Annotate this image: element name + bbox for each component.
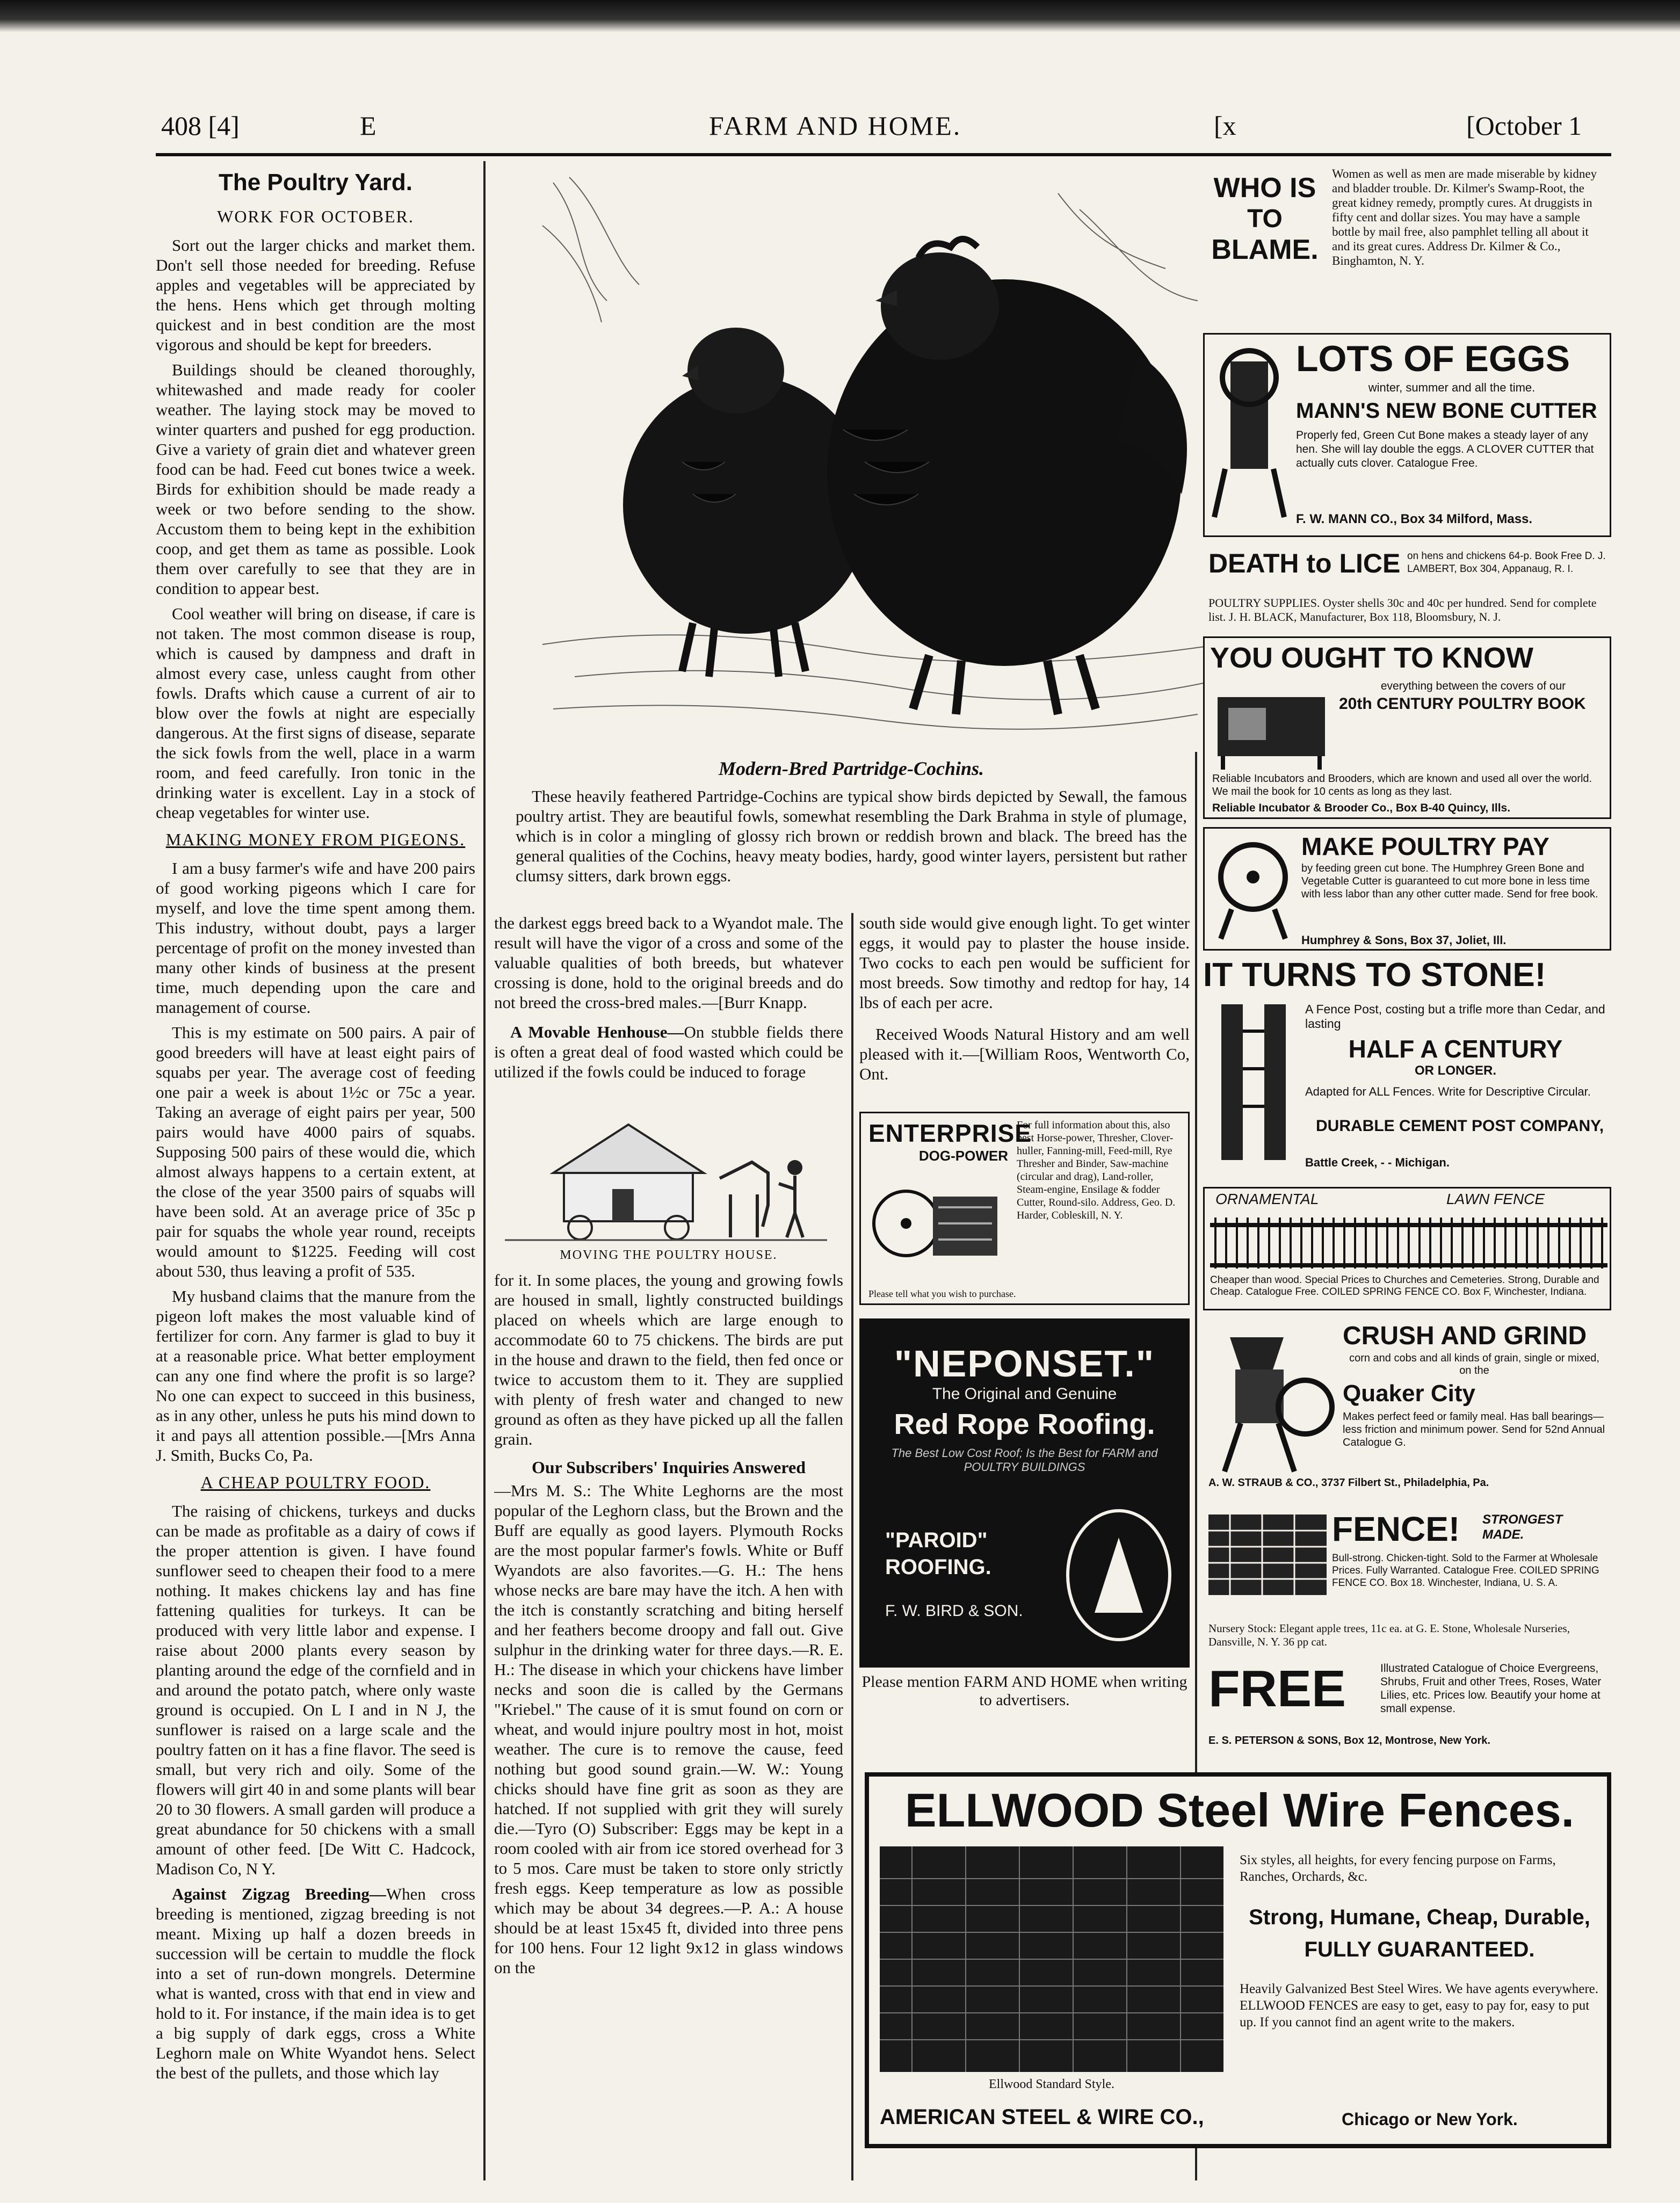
ellwood-company: AMERICAN STEEL & WIRE CO., [880,2105,1204,2129]
know-subtitle: everything between the covers of our [1380,680,1566,692]
fence-strongest: STRONGEST MADE. [1482,1512,1563,1542]
half-century: HALF A CENTURY [1348,1035,1563,1063]
middle-right-column [859,913,1190,1089]
page-header [161,110,1611,148]
page-number: 408 [4] [161,111,240,141]
ellwood-fence-ad [865,1772,1611,2148]
middle-column [494,913,843,2197]
enterprise-note: Please tell what you wish to purchase. [868,1288,1016,1299]
cross-breed-paragraph: the darkest eggs breed back to a Wyandot male. The result will have the vigor of a cross and some of the valuable qualities of both breeds, but whatever crossing is done, hold to the original breeds and do not breed the cross-bred males.—[Burr Knapp. [494,914,843,1012]
neponset-ad [859,1318,1190,1668]
fence-title: FENCE! [1332,1510,1460,1548]
mann-address: F. W. MANN CO., Box 34 Milford, Mass. [1296,512,1533,526]
zigzag-paragraph [156,1884,475,2083]
ventilation-paragraph: south side would give enough light. To get winter eggs, it would pay to plaster the house inside. Two cocks to each pen would be sufficient for most breeds. Sow timothy and redtop for hay, 14 lbs of each per acre. [859,914,1190,1012]
enterprise-text: For full information about this, also best Horse-power, Thresher, Clover-huller, Fanning-mill, Feed-mill, Rye Thresher and Binder, Saw-machine (circular and drag), Land-roller, Steam-engine, Ensilage & fodder Cutter, Round-silo. Address, Geo. D. Harder, Cobleskill, N. Y. [1017,1119,1176,1221]
to-text: TO [1247,205,1283,233]
zigzag-text: When cross breeding is mentioned, zigzag breeding is not meant. Mixing up half a dozen breeds in succession will be certain to muddle the flock into a set of run-down mongrels. Determine what is wanted, cross with that end in view and hold to it. For instance, if the main idea is to get a big supply of dark eggs, cross a White Leghorn male on White Wyandot hens. Select the best of the pullets, and those which lay [156,1885,475,2082]
ellwood-guaranteed: FULLY GUARANTEED. [1304,1938,1535,1961]
eggs-text: Properly fed, Green Cut Bone makes a steady layer of any hen. She will lay double the eggs. A CLOVER CUTTER that actually cuts clover. Catalogue Free. [1296,429,1594,469]
eggs-title: LOTS OF EGGS [1296,338,1570,379]
lawn-fence-ad [1203,1187,1611,1310]
mann-bone-cutter-ad [1203,333,1611,537]
henhouse-paragraph [494,1022,843,1082]
grinding-mill-icon [1208,1327,1337,1477]
column-divider [483,161,486,2180]
blame-text: BLAME. [1211,234,1319,265]
ellwood-text-1: Six styles, all heights, for every fencing purpose on Farms, Ranches, Orchards, &c. [1240,1853,1556,1884]
inquiries-heading: Our Subscribers' Inquiries Answered [531,1458,806,1477]
food-heading: A CHEAP POULTRY FOOD. [200,1473,431,1492]
pay-address: Humphrey & Sons, Box 37, Joliet, Ill. [1301,933,1507,947]
lice-title: DEATH to LICE [1208,548,1401,578]
header-rule [156,153,1611,156]
henhouse-illustration [494,1087,843,1248]
moving-poultry-house-drawing [494,1087,838,1248]
quaker-city-name: Quaker City [1343,1380,1475,1407]
know-title: YOU OUGHT TO KNOW [1210,642,1533,674]
coiled-spring-fence-ad [1203,1509,1611,1611]
ellwood-fence-drawing [880,1846,1223,2072]
ellwood-strong: Strong, Humane, Cheap, Durable, [1249,1905,1590,1929]
section-title: The Poultry Yard. [218,169,413,195]
free-address: E. S. PETERSON & SONS, Box 12, Montrose, New York. [1208,1735,1490,1747]
ellwood-city: Chicago or New York. [1342,2110,1518,2129]
crush-address: A. W. STRAUB & CO., 3737 Filbert St., Philadelphia, Pa. [1208,1477,1489,1489]
enterprise-subtitle: DOG-POWER [918,1148,1008,1164]
quaker-city-mill-ad [1203,1321,1611,1498]
paroid-roofing: "PAROID" ROOFING. [885,1528,991,1579]
cochins-description: These heavily feathered Partridge-Cochins are typical show birds depicted by Sewall, the famous poultry artist. They are beautiful fowls, somewhat resembling the Dark Brahma in style of plumage, which is in color a mingling of glossy rich brown or reddish brown and black. The breed has the general qualities of the Cochins, heavy meaty bodies, hardy, good winter layers, persistent but rather clumsy sitters, dark brown eggs. [516,787,1187,885]
dog-power-machine-icon [868,1164,1003,1272]
issue-date: [October 1 [1466,111,1582,141]
inquiries-paragraph: —Mrs M. S.: The White Leghorns are the most popular of the Leghorn class, but the Brown and the Buff are equally as good layers. Plymouth Rocks are the most popular farmer's fowls. White or Buff Wyandots are also favorites.—G. H.: The hens whose necks are bare may have the itch. A hen with the itch is constantly scratching and biting herself and her feathers become droopy and fall out. Give sulphur in the drinking water for three days.—R. E. H.: The disease in which your chickens have limber necks and soon die is called by the Germans "Kriebel." The cause of it is smut found on corn or wheat, and would injure poultry most in hot, moist weather. The cure is to remove the cause, feed nothing but good sound grain.—W. W.: Young chicks should have fine grit as soon as they are hatched. If not supplied with grit they will surely die.—Tyro (O) Subscriber: Eggs may be kept in a room cooled with air from ice stored overhead for 3 to 5 mos. Care must be taken to store only strictly fresh eggs. Keep temperature as low as possible which may be about 34 degrees.—P. A.: A house should be at least 15x45 ft, divided into three pens for 100 hens. Four 12 light 9x12 in glass windows on the [494,1481,843,1977]
enterprise-ad [859,1112,1190,1305]
know-book: 20th CENTURY POULTRY BOOK [1339,695,1586,713]
pigeons-paragraph: This is my estimate on 500 pairs. A pair of good breeders will have at least eight pairs of squabs per year. The average cost of feeding one pair a week is about 1½c or 75c a year. Taking an average of eight pairs per year, 500 pairs would have 4000 pairs of squabs. Supposing 500 pairs of these would die, which almost always happens to a certain extent, at the close of the year 3500 pairs of squabs will have been sold. At an average price of 35c p pair for squabs the whole year round, receipts would amount to $1225. Feeding will cost about 530, thus leaving a profit of 535. [156,1023,475,1280]
work-paragraph: Sort out the larger chicks and market them. Don't sell those needed for breeding. Refuse apples and vegetables will be appreciated by the hens. Hens which get through molting quickest and in best condition are the most vigorous and should be kept for breeders. [156,236,475,354]
header-letter: E [360,111,376,141]
masthead-title: FARM AND HOME. [709,111,962,141]
ellwood-text-2: Heavily Galvanized Best Steel Wires. We have agents everywhere. ELLWOOD FENCES are easy to get, easy to pay for, easy to put up. If you cannot find an agent write to the makers. [1240,1982,1599,2030]
ellwood-style-caption: Ellwood Standard Style. [989,2077,1114,2091]
lawn-fence-text: Cheaper than wood. Special Prices to Churches and Cemeteries. Strong, Durable and Cheap. Catalogue Free. COILED SPRING FENCE CO. Box F, Winchester, Indiana. [1210,1274,1599,1298]
ornamental-fence-drawing [1210,1212,1607,1271]
henhouse-caption: MOVING THE POULTRY HOUSE. [560,1248,778,1262]
supplies-ad: POULTRY SUPPLIES. Oyster shells 30c and 40c per hundred. Send for complete list. J. H. BLACK, Manufacturer, Box 118, Bloomsbury, N. J. [1208,596,1597,624]
henhouse-paragraph-2: for it. In some places, the young and growing fowls are housed in small, lightly constructed buildings placed on wheels which are large enough to accommodate 60 to 75 chickens. The birds are put in the house and drawn to the field, then fed once or twice to accustom them to it. They are supplied with plenty of fresh water and changed to new ground as often as they have picked up all the fallen grain. [494,1271,843,1448]
work-paragraph: Buildings should be cleaned thoroughly, whitewashed and made ready for cooler weather. The laying stock may be moved to winter quarters and pushed for egg production. Give a variety of grain diet and whatever green food can be had. Feed cut bones twice a week. Birds for exhibition should be made ready a week or two before sending to the show. Accustom them to being kept in the exhibition coop, and get them as tame as possible. Look them over carefully to see that they are in condition to appear best. [156,360,475,598]
food-paragraph: The raising of chickens, turkeys and ducks can be made as profitable as a dairy of cows if the proper attention is given. I have found sunflower seed to cheapen their food to a mere nothing. It makes chickens lay and has fine fattening qualities for turkeys. It can be produced with very little labor and expense. I raise about 2000 plants every season by planting around the edge of the cornfield and in and around the potato patch, where only waste ground is occupied. On L I and in N J, the sunflower is raised on a large scale and the poultry fatten on it has a fine flavor. The seed is small, but very rich and oily. Some of the flowers will girt 40 in and some plants will bear 20 to 30 flowers. A small garden will produce a great abundance for 50 chickens with a small amount of other feed. [De Witt C. Hadcock, Madison Co, N Y. [156,1502,475,1878]
stone-address: Battle Creek, - - Michigan. [1305,1156,1450,1169]
neponset-logo-oval [1062,1505,1175,1645]
cochins-caption-block [516,757,1187,891]
header-bracket: [x [1214,111,1236,141]
cochins-engraving [521,161,1230,752]
zigzag-heading: Against Zigzag Breeding— [172,1885,386,1903]
crush-title: CRUSH AND GRIND [1343,1322,1587,1350]
neponset-company: F. W. BIRD & SON. [885,1602,1023,1620]
neponset-subtitle: The Original and Genuine [932,1385,1117,1403]
work-heading: WORK FOR OCTOBER. [217,207,414,226]
green-bone-cutter-icon [1210,834,1296,941]
column-divider [851,913,853,2180]
stone-text: A Fence Post, costing but a trifle more than Cedar, and lasting [1305,1002,1605,1031]
stone-text-2: Adapted for ALL Fences. Write for Descriptive Circular. [1305,1085,1591,1098]
peterson-catalogue-ad [1203,1660,1611,1756]
cement-post-ad [1203,956,1611,1171]
bone-cutter-machine-icon [1209,340,1290,523]
work-paragraph: Cool weather will bring on disease, if care is not taken. The most common disease is roup, which is caused by dampness and draft in almost every case, unless caught from other fowls. Drafts which cause a current of air to blow over the fowls at night are especially dangerous. At the first signs of disease, separate the sick fowls from the well, place in a warm room, and feed carefully. Iron tonic in the drinking water is excellent. Lay in a stock of cheap vegetables for winter use. [156,604,475,822]
free-text: Illustrated Catalogue of Choice Evergreens, Shrubs, Fruit and other Trees, Roses, Water Lilies, etc. Prices low. Beautify your home at small expense. [1380,1662,1602,1715]
ellwood-title: ELLWOOD Steel Wire Fences. [904,1784,1575,1837]
nursery-ad: Nursery Stock: Elegant apple trees, 11c ea. at G. E. Stone, Wholesale Nurseries, Dansville, N. Y. 36 pp cat. [1208,1622,1570,1648]
neponset-title: "NEPONSET." [894,1343,1155,1385]
stone-title: IT TURNS TO STONE! [1203,956,1546,994]
fence-text: Bull-strong. Chicken-tight. Sold to the Farmer at Wholesale Prices. Fully Warranted. Catalogue Free. COILED SPRING FENCE CO. Box 18. Winchester, Indiana, U. S. A. [1332,1553,1599,1589]
crush-text-2: Makes perfect feed or family meal. Has ball bearings—less friction and minimum power. Send for 52nd Annual Catalogue G. [1343,1411,1605,1448]
henhouse-heading: A Movable Henhouse— [510,1023,684,1041]
cochins-caption: Modern-Bred Partridge-Cochins. [718,758,984,779]
cochins-illustration [521,161,1230,752]
pay-text: by feeding green cut bone. The Humphrey Green Bone and Vegetable Cutter is guaranteed to cut more bone in less time with less labor than any other cutter made. Send for free book. [1301,863,1598,900]
pay-title: MAKE POULTRY PAY [1301,832,1549,860]
enterprise-title: ENTERPRISE [868,1119,1032,1147]
who-is-text: WHO IS [1213,172,1316,204]
testimonial-paragraph: Received Woods Natural History and am well pleased with it.—[William Roos, Wentworth Co, Ont. [859,1025,1190,1083]
stone-company: DURABLE CEMENT POST COMPANY, [1316,1117,1604,1135]
crush-text: corn and cobs and all kinds of grain, single or mixed, on the [1349,1352,1599,1376]
mann-cutter-name: MANN'S NEW BONE CUTTER [1296,399,1597,423]
eggs-subtitle: winter, summer and all the time. [1368,381,1536,394]
lawn-fence-label: LAWN FENCE [1446,1191,1545,1207]
neponset-tagline: The Best Low Cost Roof; Is the Best for FARM and POULTRY BUILDINGS [891,1446,1158,1474]
ornamental-label: ORNAMENTAL [1215,1191,1319,1207]
woven-fence-icon [1208,1514,1327,1595]
humphrey-cutter-ad [1203,827,1611,951]
kidney-text: Women as well as men are made miserable by kidney and bladder trouble. Dr. Kilmer's Swamp-Root, the great kidney remedy, promptly cures. At druggists in fifty cent and dollar sizes. You may have a sample bottle by mail free, also pamphlet telling all about it and its great cures. Address Dr. Kilmer & Co., Binghamton, N. Y. [1332,167,1597,267]
reliable-incubator-ad [1203,636,1611,819]
scan-top-edge [0,0,1680,32]
left-column [156,164,475,2194]
know-address: Reliable Incubator & Brooder Co., Box B-40 Quincy, Ills. [1212,802,1511,814]
pigeons-paragraph: My husband claims that the manure from the pigeon loft makes the most valuable kind of fertilizer for corn. Any farmer is glad to buy it at a reasonable price. What better employment can any one find where the profit is so large? No one can expect to succeed in this business, as in any other, unless he puts his mind down to it and pays all attention possible.—[Mrs Anna J. Smith, Bucks Co, Pa. [156,1287,475,1465]
pigeons-paragraph: I am a busy farmer's wife and have 200 pairs of good working pigeons which I care for myself, and love the time spent among them. This industry, without doubt, pays a larger percentage of profit on the money invested than many other kinds of business at the present time, much depending upon the care and management of course. [156,859,475,1017]
lice-text: on hens and chickens 64-p. Book Free D. J. LAMBERT, Box 304, Appanaug, R. I. [1407,550,1606,575]
kidney-ad [1203,161,1611,322]
or-longer: OR LONGER. [1414,1063,1496,1078]
henhouse-text: On stubble fields there is often a great deal of food wasted which could be utilized if the fowls could be induced to forage [494,1023,843,1081]
incubator-icon [1212,681,1330,772]
free-title: FREE [1208,1660,1346,1718]
know-text: Reliable Incubators and Brooders, which are known and used all over the world. We mail the book for 10 cents as long as they last. [1212,773,1592,798]
pigeons-heading: MAKING MONEY FROM PIGEONS. [165,830,466,849]
lice-ad [1203,542,1611,591]
fence-post-icon [1211,999,1297,1165]
neponset-red-rope: Red Rope Roofing. [894,1408,1155,1440]
mention-notice: Please mention FARM AND HOME when writing to advertisers. [861,1673,1187,1709]
